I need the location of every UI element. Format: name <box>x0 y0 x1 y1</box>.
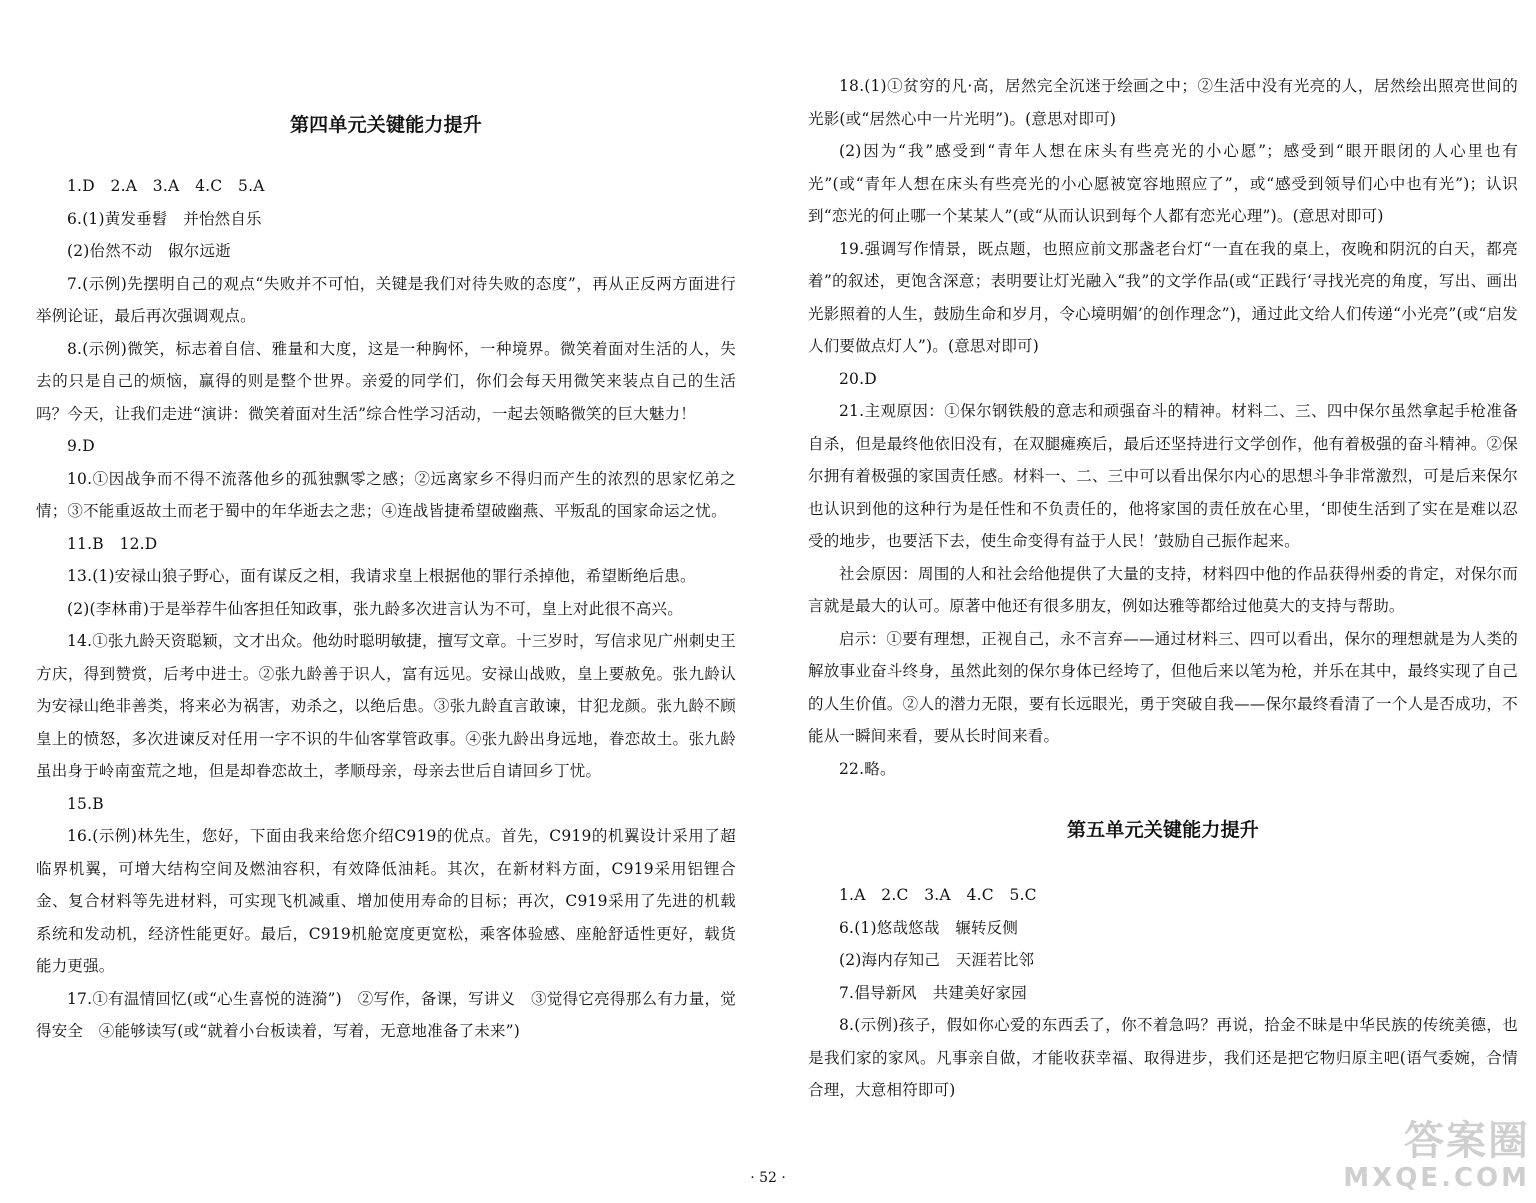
answer-paragraph: 1.D 2.A 3.A 4.C 5.A <box>67 177 265 195</box>
answer-paragraph: (2)海内存知己 天涯若比邻 <box>839 951 1035 969</box>
watermark-title: 答案圈 <box>1404 1118 1530 1164</box>
answer-paragraph: 7.(示例)先摆明自己的观点“失败并不可怕，关键是我们对待失败的态度”，再从正反两方面进行举例论证，最后再次强调观点。 <box>36 274 736 325</box>
answer-paragraph: 11.B 12.D <box>67 534 158 553</box>
answer-paragraph: (2)(李林甫)于是举荐牛仙客担任知政事，张九龄多次进言认为不可，皇上对此很不高兴。 <box>67 599 683 618</box>
answer-paragraph: 15.B <box>67 794 104 813</box>
left-answers <box>36 170 736 1048</box>
answer-paragraph: 8.(示例)孩子，假如你心爱的东西丢了，你不着急吗？再说，拾金不昧是中华民族的传统美德，也是我们家的家风。凡事亲自做，才能收获幸福、取得进步，我们还是把它物归原主吧(语气委婉，合情合理，大意相符即可) <box>808 1016 1518 1099</box>
page-number: · 52 · <box>750 1170 786 1186</box>
answer-paragraph: 14.①张九龄天资聪颖，文才出众。他幼时聪明敏捷，擅写文章。十三岁时，写信求见广州刺史王方庆，得到赞赏，后考中进士。②张九龄善于识人，富有远见。安禄山战败，皇上要赦免。张九龄认为安禄山绝非善类，将来必为祸害，劝杀之，以绝后患。③张九龄直言敢谏，甘犯龙颜。张九龄不顾皇上的愤怒，多次进谏反对任用一字不识的牛仙客掌管政事。④张九龄出身远地，眷恋故土。张九龄虽出身于岭南蛮荒之地，但是却眷恋故土，孝顺母亲，母亲去世后自请回乡丁忧。 <box>36 632 736 780</box>
answer-paragraph: 18.(1)①贫穷的凡·高，居然完全沉迷于绘画之中；②生活中没有光亮的人，居然绘出照亮世间的光影(或“居然心中一片光明”)。(意思对即可) <box>808 77 1518 128</box>
right-column <box>808 70 1518 1107</box>
answer-paragraph: 21.主观原因：①保尔钢铁般的意志和顽强奋斗的精神。材料二、三、四中保尔虽然拿起手枪准备自杀，但是最终他依旧没有，在双腿瘫痪后，最后还坚持进行文学创作，他有着极强的奋斗精神。②保尔拥有着极强的家国责任感。材料一、二、三中可以看出保尔内心的思想斗争非常激烈，可是后来保尔也认识到他的这种行为是任性和不负责任的，他将家国的责任放在心里，‘即使生活到了实在是难以忍受的地步，也要活下去，使生命变得有益于人民！’鼓励自己振作起来。 <box>808 402 1518 550</box>
watermark-domain: MXQE.COM <box>1343 1163 1530 1193</box>
answer-paragraph: (2)因为“我”感受到“青年人想在床头有些亮光的小心愿”；感受到“眼开眼闭的人心里也有光”(或“青年人想在床头有些亮光的小心愿被宽容地照应了”，或“感受到领导们心中也有光”)；认识到“恋光的何止哪一个某某人”(或“从而认识到每个人都有恋光心理”)。(意思对即可) <box>808 142 1518 225</box>
answer-paragraph: 8.(示例)微笑，标志着自信、雅量和大度，这是一种胸怀，一种境界。微笑着面对生活的人，失去的只是自己的烦恼，赢得的则是整个世界。亲爱的同学们，你们会每天用微笑来装点自己的生活吗？今天，让我们走进“演讲：微笑着面对生活”综合性学习活动，一起去领略微笑的巨大魅力！ <box>36 339 736 423</box>
answer-paragraph: 1.A 2.C 3.A 4.C 5.C <box>839 886 1037 904</box>
answer-paragraph: 9.D <box>67 437 95 455</box>
unit-five-title: 第五单元关键能力提升 <box>1066 819 1259 841</box>
answer-paragraph: 19.强调写作情景，既点题，也照应前文那盏老台灯“一直在我的桌上，夜晚和阴沉的白天，都亮着”的叙述，更饱含深意；表明要让灯光融入“我”的文学作品(或“正践行‘寻找光亮的角度，写出、画出光影照着的人生，鼓励生命和岁月，令心境明媚’的创作理念”)，通过此文给人们传递“小光亮”(或“启发人们要做点灯人”)。(意思对即可) <box>808 239 1518 355</box>
answer-paragraph: 22.略。 <box>839 759 896 778</box>
answer-paragraph: 6.(1)黄发垂髫 并怡然自乐 <box>67 209 262 228</box>
answer-paragraph: (2)佁然不动 俶尔远逝 <box>67 242 231 260</box>
unit-four-title: 第四单元关键能力提升 <box>289 114 482 136</box>
answer-paragraph: 6.(1)悠哉悠哉 辗转反侧 <box>839 918 1019 937</box>
answer-paragraph: 13.(1)安禄山狼子野心，面有谋反之相，我请求皇上根据他的罪行杀掉他，希望断绝后患。 <box>67 567 696 585</box>
right-answers-top <box>808 70 1518 785</box>
answer-paragraph: 17.①有温情回忆(或“心生喜悦的涟漪”) ②写作，备课，写讲义 ③觉得它亮得那么有力量，觉得安全 ④能够读写(或“就着小台板读着，写着，无意地准备了未来”) <box>36 989 736 1040</box>
left-column <box>36 70 736 1048</box>
right-answers-bottom <box>808 879 1518 1107</box>
answer-paragraph: 7.倡导新风 共建美好家园 <box>839 983 1027 1002</box>
watermark-logo <box>1300 1119 1530 1199</box>
answer-paragraph: 10.①因战争而不得不流落他乡的孤独飘零之感；②远离家乡不得归而产生的浓烈的思家忆弟之情；③不能重返故土而老于蜀中的年华逝去之悲；④连战皆捷希望破幽燕、平叛乱的国家命运之忧。 <box>36 469 736 520</box>
answer-paragraph: 社会原因：周围的人和社会给他提供了大量的支持，材料四中他的作品获得州委的肯定，对保尔而言就是最大的认可。原著中他还有很多朋友，例如达雅等都给过他莫大的支持与帮助。 <box>808 564 1518 615</box>
answer-paragraph: 启示：①要有理想，正视自己，永不言弃——通过材料三、四可以看出，保尔的理想就是为人类的解放事业奋斗终身，虽然此刻的保尔身体已经垮了，但他后来以笔为枪，并乐在其中，最终实现了自己的人生价值。②人的潜力无限，要有长远眼光，勇于突破自我——保尔最终看清了一个人是否成功，不能从一瞬间来看，要从长时间来看。 <box>808 629 1518 745</box>
answer-paragraph: 16.(示例)林先生，您好，下面由我来给您介绍C919的优点。首先，C919的机翼设计采用了超临界机翼，可增大结构空间及燃油容积，有效降低油耗。其次，在新材料方面，C919采用铝锂合金、复合材料等先进材料，可实现飞机减重、增加使用寿命的目标；再次，C919采用了先进的机载系统和发动机，经济性能更好。最后，C919机舱宽度更宽松，乘客体验感、座舱舒适性更好，载货能力更强。 <box>36 827 736 975</box>
answer-paragraph: 20.D <box>839 369 877 388</box>
